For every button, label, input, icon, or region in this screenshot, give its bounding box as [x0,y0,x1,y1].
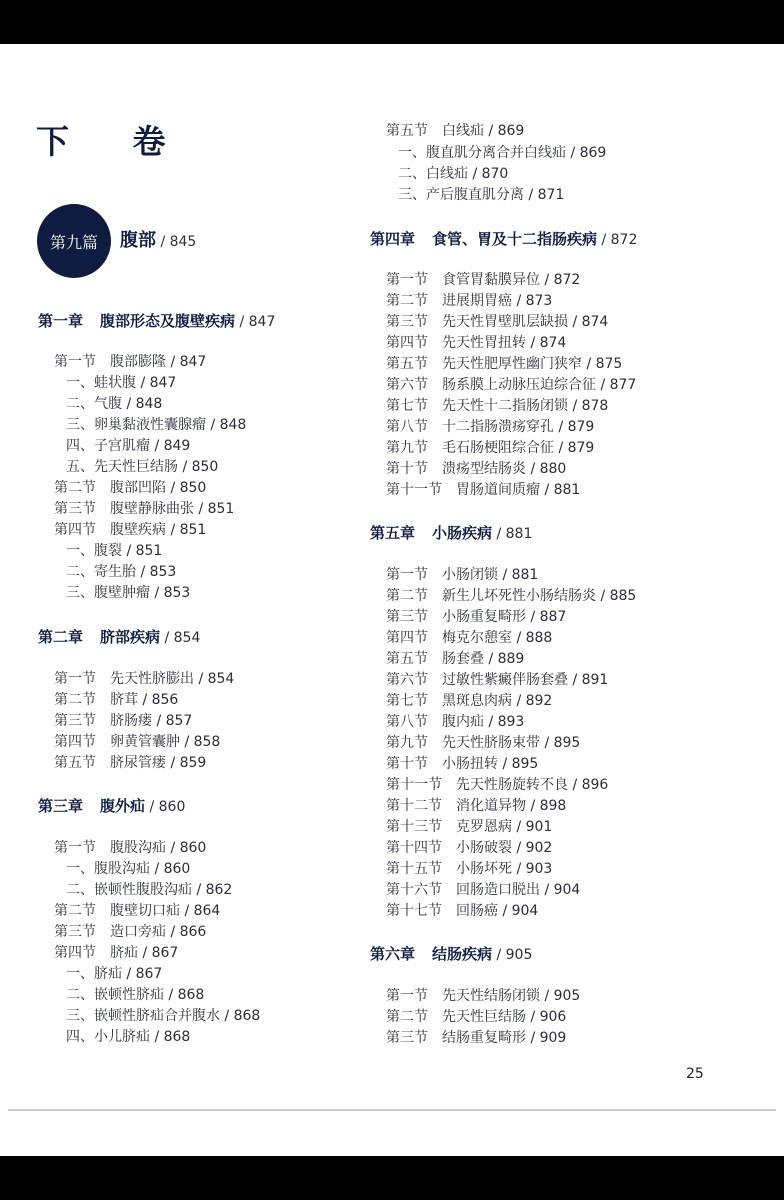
toc-entry-title: 先天性胃壁肌层缺损 [442,314,568,330]
toc-entry-page: / 905 [540,988,581,1004]
toc-entry-title: 寄生胎 [94,564,136,580]
toc-entry-title: 胃肠道间质瘤 [456,482,540,498]
toc-entry-title: 回肠造口脱出 [456,882,540,898]
toc-chapter [38,628,200,647]
toc-entry-page: / 862 [192,882,233,898]
part-heading [120,226,196,252]
toc-entry-page: / 851 [166,522,207,538]
toc-entry-label: 第一节 [54,840,96,856]
toc-item [66,416,246,434]
toc-entry-label: 第二节 [54,903,96,919]
toc-entry-page: / 859 [166,755,207,771]
toc-entry-title: 小肠破裂 [456,840,512,856]
toc-entry-label: 第一节 [386,567,428,583]
toc-entry-label: 第一节 [54,671,96,687]
toc-entry-label: 第十三节 [386,819,442,835]
toc-entry-label: 第五章 [370,524,416,542]
toc-section [54,353,206,371]
toc-entry-label: 第十五节 [386,861,442,877]
toc-entry-title: 小肠疾病 [432,524,493,542]
toc-entry-label: 第五节 [386,651,428,667]
toc-entry-page: / 872 [540,272,581,288]
toc-entry-page: / 879 [554,419,595,435]
toc-section [386,671,608,689]
toc-entry-label: 第六节 [386,672,428,688]
toc-section [386,755,538,773]
toc-item [66,584,190,602]
toc-entry-label: 二、 [398,166,426,182]
toc-item [66,437,190,455]
toc-entry-page: / 860 [145,799,186,815]
toc-entry-page: / 868 [220,1008,261,1024]
toc-section [386,629,552,647]
toc-entry-title: 脐尿管瘘 [110,755,166,771]
toc-entry-title: 产后腹直肌分离 [426,187,524,203]
toc-entry-label: 二、 [66,564,94,580]
toc-entry-page: / 870 [468,166,509,182]
toc-entry-label: 第六章 [370,945,416,963]
toc-entry-label: 四、 [66,1029,94,1045]
toc-entry-page: / 853 [136,564,177,580]
toc-entry-label: 第七节 [386,398,428,414]
toc-entry-label: 第三节 [386,1030,428,1046]
toc-entry-label: 第三节 [54,501,96,517]
toc-entry-title: 梅克尔憩室 [442,630,512,646]
toc-entry-title: 腹股沟疝 [94,861,150,877]
toc-entry-label: 三、 [66,585,94,601]
toc-entry-label: 第八节 [386,714,428,730]
toc-entry-title: 脐茸 [110,692,138,708]
toc-entry-title: 腹内疝 [442,714,484,730]
toc-entry-label: 第三节 [54,924,96,940]
toc-entry-label: 第三节 [54,713,96,729]
toc-entry-page: / 860 [150,861,191,877]
toc-item [398,144,606,162]
toc-entry-label: 第十节 [386,756,428,772]
toc-entry-title: 腹股沟疝 [110,840,166,856]
part-page: / 845 [156,234,197,250]
toc-entry-label: 二、 [66,396,94,412]
toc-entry-page: / 869 [484,123,525,139]
toc-entry-title: 结肠重复畸形 [442,1030,526,1046]
toc-section [386,797,566,815]
toc-section [54,923,206,941]
toc-section [386,860,552,878]
toc-entry-title: 黑斑息肉病 [442,693,512,709]
volume-title: 下 卷 [36,122,192,161]
toc-entry-page: / 857 [152,713,193,729]
toc-entry-label: 第一章 [38,312,84,330]
toc-entry-page: / 869 [566,145,607,161]
toc-entry-page: / 902 [512,840,553,856]
toc-item [66,563,176,581]
toc-section [386,439,594,457]
toc-entry-label: 一、 [66,861,94,877]
toc-entry-label: 第十节 [386,461,428,477]
toc-entry-page: / 849 [150,438,191,454]
toc-entry-page: / 864 [180,903,221,919]
toc-entry-label: 第五节 [386,356,428,372]
toc-entry-label: 第二节 [386,588,428,604]
toc-entry-page: / 874 [526,335,567,351]
toc-entry-label: 第二节 [54,692,96,708]
toc-entry-title: 脐肠瘘 [110,713,152,729]
toc-section [54,902,220,920]
toc-section [54,521,206,539]
toc-entry-page: / 847 [235,314,276,330]
toc-section [386,271,580,289]
toc-entry-label: 二、 [66,987,94,1003]
toc-entry-title: 十二指肠溃疡穿孔 [442,419,554,435]
toc-entry-label: 第九节 [386,735,428,751]
toc-entry-label: 第四节 [386,630,428,646]
toc-entry-page: / 873 [512,293,553,309]
toc-entry-label: 第二章 [38,628,84,646]
toc-entry-page: / 885 [596,588,637,604]
toc-entry-label: 第十七节 [386,903,442,919]
toc-section [386,987,580,1005]
toc-entry-label: 第七节 [386,693,428,709]
toc-entry-title: 克罗恩病 [456,819,512,835]
toc-entry-label: 第十一节 [386,777,442,793]
toc-entry-title: 先天性肥厚性幽门狭窄 [442,356,582,372]
toc-entry-label: 第六节 [386,377,428,393]
toc-entry-page: / 896 [568,777,609,793]
toc-entry-title: 气腹 [94,396,122,412]
toc-entry-page: / 874 [568,314,609,330]
toc-section [386,460,566,478]
toc-section [386,418,594,436]
toc-item [66,1028,190,1046]
toc-item [398,186,564,204]
toc-entry-page: / 889 [484,651,525,667]
toc-entry-title: 肠系膜上动脉压迫综合征 [442,377,596,393]
toc-entry-title: 先天性脐肠束带 [442,735,540,751]
bottom-black-bar [0,1156,784,1200]
toc-entry-label: 第二节 [386,1009,428,1025]
toc-entry-title: 腹壁疾病 [110,522,166,538]
toc-section [386,734,580,752]
toc-entry-page: / 877 [596,377,637,393]
toc-entry-page: / 867 [122,966,163,982]
toc-entry-title: 进展期胃癌 [442,293,512,309]
toc-entry-title: 先天性巨结肠 [442,1009,526,1025]
toc-entry-label: 第五节 [386,123,428,139]
toc-entry-label: 第一节 [386,272,428,288]
toc-entry-page: / 847 [166,354,207,370]
toc-entry-title: 新生儿坏死性小肠结肠炎 [442,588,596,604]
toc-entry-page: / 854 [194,671,235,687]
toc-entry-page: / 891 [568,672,609,688]
toc-entry-label: 第三节 [386,314,428,330]
toc-entry-title: 造口旁疝 [110,924,166,940]
toc-section [386,1029,566,1047]
toc-section [54,500,234,518]
toc-entry-title: 小肠闭锁 [442,567,498,583]
toc-entry-page: / 872 [597,232,638,248]
toc-entry-label: 第四节 [386,335,428,351]
toc-section [386,481,580,499]
toc-entry-label: 第四节 [54,945,96,961]
toc-entry-title: 溃疡型结肠炎 [442,461,526,477]
toc-section [386,122,524,140]
toc-entry-title: 先天性结肠闭锁 [442,988,540,1004]
toc-entry-label: 第八节 [386,419,428,435]
toc-entry-title: 嵌顿性腹股沟疝 [94,882,192,898]
toc-entry-page: / 901 [512,819,553,835]
toc-entry-label: 第十四节 [386,840,442,856]
toc-entry-title: 白线疝 [442,123,484,139]
toc-entry-title: 卵黄管囊肿 [110,734,180,750]
toc-entry-label: 一、 [66,966,94,982]
toc-section [386,713,524,731]
toc-section [386,334,566,352]
toc-item [66,458,218,476]
toc-item [66,374,176,392]
toc-entry-title: 毛石肠梗阻综合征 [442,440,554,456]
toc-entry-title: 腹外疝 [100,797,146,815]
toc-entry-title: 脐部疾病 [100,628,161,646]
toc-entry-label: 第十一节 [386,482,442,498]
toc-section [386,818,552,836]
toc-chapter [38,312,275,331]
toc-section [54,712,192,730]
toc-entry-page: / 858 [180,734,221,750]
toc-entry-label: 第二节 [386,293,428,309]
toc-entry-title: 腹部凹陷 [110,480,166,496]
toc-entry-title: 腹裂 [94,543,122,559]
toc-entry-page: / 860 [166,840,207,856]
toc-entry-title: 卵巢黏液性囊腺瘤 [94,417,206,433]
toc-entry-page: / 866 [166,924,207,940]
toc-entry-title: 嵌顿性脐疝 [94,987,164,1003]
toc-entry-page: / 851 [122,543,163,559]
toc-entry-label: 第三节 [386,609,428,625]
toc-chapter [370,230,637,249]
toc-entry-page: / 851 [194,501,235,517]
toc-entry-title: 腹壁肿瘤 [94,585,150,601]
toc-chapter [38,797,185,816]
toc-section [54,691,178,709]
toc-section [54,839,206,857]
toc-entry-title: 脐疝 [94,966,122,982]
toc-entry-label: 第四节 [54,734,96,750]
toc-entry-page: / 854 [160,630,201,646]
toc-entry-label: 第十二节 [386,798,442,814]
toc-entry-title: 脐疝 [110,945,138,961]
toc-entry-page: / 892 [512,693,553,709]
toc-section [386,355,622,373]
toc-entry-title: 过敏性紫癜伴肠套叠 [442,672,568,688]
toc-entry-title: 肠套叠 [442,651,484,667]
toc-entry-page: / 850 [166,480,207,496]
toc-entry-label: 二、 [66,882,94,898]
toc-chapter [370,945,532,964]
toc-entry-title: 回肠癌 [456,903,498,919]
toc-entry-page: / 847 [136,375,177,391]
toc-item [66,965,162,983]
toc-entry-label: 三、 [66,417,94,433]
toc-entry-title: 先天性胃扭转 [442,335,526,351]
toc-entry-label: 第五节 [54,755,96,771]
toc-item [66,1007,260,1025]
toc-entry-page: / 868 [164,987,205,1003]
toc-section [386,1008,566,1026]
toc-entry-page: / 871 [524,187,565,203]
page-number: 25 [686,1066,704,1082]
toc-entry-title: 先天性脐膨出 [110,671,194,687]
toc-entry-label: 三、 [66,1008,94,1024]
toc-section [54,670,234,688]
toc-entry-title: 白线疝 [426,166,468,182]
toc-section [386,292,552,310]
toc-entry-page: / 903 [512,861,553,877]
toc-section [54,944,178,962]
toc-entry-page: / 909 [526,1030,567,1046]
toc-entry-title: 腹壁切口疝 [110,903,180,919]
toc-entry-page: / 906 [526,1009,567,1025]
toc-chapter [370,524,532,543]
toc-section [386,397,608,415]
toc-entry-label: 五、 [66,459,94,475]
toc-entry-page: / 904 [498,903,539,919]
toc-entry-title: 小肠重复畸形 [442,609,526,625]
toc-entry-title: 小肠坏死 [456,861,512,877]
toc-entry-page: / 887 [526,609,567,625]
toc-entry-title: 蛙状腹 [94,375,136,391]
toc-entry-label: 第四节 [54,522,96,538]
toc-entry-page: / 868 [150,1029,191,1045]
toc-entry-label: 第三章 [38,797,84,815]
toc-entry-page: / 895 [498,756,539,772]
toc-item [66,881,232,899]
toc-entry-title: 先天性巨结肠 [94,459,178,475]
part-title: 腹部 [120,230,156,251]
toc-entry-title: 结肠疾病 [432,945,493,963]
toc-entry-page: / 848 [206,417,247,433]
toc-section [54,754,206,772]
toc-entry-title: 先天性肠旋转不良 [456,777,568,793]
toc-entry-title: 嵌顿性脐疝合并腹水 [94,1008,220,1024]
toc-entry-page: / 881 [498,567,539,583]
toc-section [386,587,636,605]
toc-section [386,839,552,857]
toc-entry-title: 腹壁静脉曲张 [110,501,194,517]
toc-entry-page: / 848 [122,396,163,412]
toc-entry-title: 消化道异物 [456,798,526,814]
toc-item [66,542,162,560]
toc-entry-page: / 879 [554,440,595,456]
toc-entry-label: 第一节 [54,354,96,370]
toc-section [386,881,580,899]
toc-entry-label: 三、 [398,187,426,203]
toc-section [386,776,608,794]
toc-entry-label: 一、 [398,145,426,161]
part-badge: 第九篇 [37,204,111,278]
toc-section [54,733,220,751]
toc-entry-title: 腹直肌分离合并白线疝 [426,145,566,161]
toc-entry-title: 小儿脐疝 [94,1029,150,1045]
toc-entry-title: 食管、胃及十二指肠疾病 [432,230,598,248]
toc-entry-label: 第二节 [54,480,96,496]
toc-entry-title: 食管胃黏膜异位 [442,272,540,288]
toc-section [386,650,524,668]
toc-entry-title: 小肠扭转 [442,756,498,772]
toc-item [398,165,508,183]
toc-entry-label: 第四章 [370,230,416,248]
toc-entry-page: / 881 [492,526,533,542]
toc-entry-page: / 875 [582,356,623,372]
toc-entry-page: / 880 [526,461,567,477]
toc-entry-label: 第一节 [386,988,428,1004]
toc-entry-page: / 893 [484,714,525,730]
toc-entry-page: / 878 [568,398,609,414]
toc-section [386,692,552,710]
toc-section [386,566,538,584]
toc-entry-page: / 905 [492,947,533,963]
toc-entry-title: 子宫肌瘤 [94,438,150,454]
toc-entry-title: 腹部膨隆 [110,354,166,370]
toc-item [66,860,190,878]
toc-entry-page: / 898 [526,798,567,814]
toc-item [66,395,162,413]
toc-section [54,479,206,497]
top-black-bar [0,0,784,44]
toc-entry-page: / 856 [138,692,179,708]
toc-entry-page: / 867 [138,945,179,961]
toc-entry-page: / 853 [150,585,191,601]
toc-item [66,986,204,1004]
toc-section [386,902,538,920]
toc-entry-title: 腹部形态及腹壁疾病 [100,312,236,330]
toc-entry-label: 第九节 [386,440,428,456]
toc-entry-page: / 895 [540,735,581,751]
toc-section [386,608,566,626]
toc-entry-page: / 850 [178,459,219,475]
toc-entry-label: 第十六节 [386,882,442,898]
toc-entry-label: 四、 [66,438,94,454]
toc-entry-label: 一、 [66,543,94,559]
toc-entry-label: 一、 [66,375,94,391]
toc-entry-page: / 904 [540,882,581,898]
toc-entry-page: / 881 [540,482,581,498]
toc-entry-page: / 888 [512,630,553,646]
toc-section [386,376,636,394]
toc-entry-title: 先天性十二指肠闭锁 [442,398,568,414]
toc-section [386,313,608,331]
footer-divider [8,1109,776,1111]
